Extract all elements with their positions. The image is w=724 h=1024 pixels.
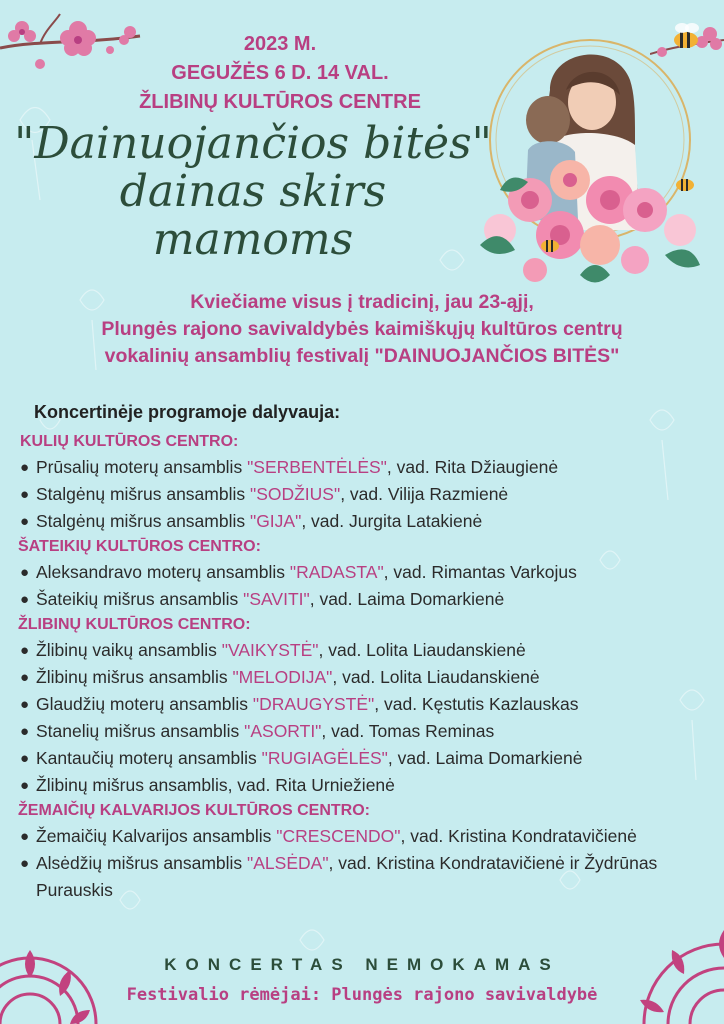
title-line-3: mamoms: [152, 214, 354, 265]
poster-title: [8, 120, 498, 264]
intro-line-1: Kviečiame visus į tradicinį, jau 23-ąjį,: [190, 291, 534, 313]
bullet-icon: ●: [20, 750, 30, 767]
ensemble-item: ● Alsėdžių mišrus ansamblis "ALSĖDA", vad. Kristina Kondratavičienė ir Žydrūnas Purauskis: [14, 850, 716, 904]
ensemble-list: [14, 559, 714, 613]
bullet-icon: ●: [20, 828, 30, 845]
ensemble-item: ● Glaudžių moterų ansamblis "DRAUGYSTĖ", vad. Kęstutis Kazlauskas: [14, 691, 714, 718]
event-venue: ŽLIBINŲ KULTŪROS CENTRE: [139, 91, 421, 113]
bullet-icon: ●: [20, 777, 30, 794]
ensemble-item: ● Kantaučių moterų ansamblis "RUGIAGĖLĖS", vad. Laima Domarkienė: [14, 745, 714, 772]
ensemble-item: ● Aleksandravo moterų ansamblis "RADASTA", vad. Rimantas Varkojus: [14, 559, 714, 586]
bullet-icon: ●: [20, 669, 30, 686]
bullet-icon: ●: [20, 696, 30, 713]
program-section: [14, 400, 714, 904]
intro-line-2: Plungės rajono savivaldybės kaimiškųjų kultūros centrų: [101, 318, 623, 340]
bullet-icon: ●: [20, 642, 30, 659]
ensemble-item: ● Žemaičių Kalvarijos ansamblis "CRESCENDO", vad. Kristina Kondratavičienė: [14, 823, 714, 850]
org-heading: ŠATEIKIŲ KULTŪROS CENTRO:: [18, 538, 261, 555]
free-concert-notice: KONCERTAS NEMOKAMAS: [164, 955, 560, 974]
ensemble-list: [14, 454, 714, 535]
ensemble-list: [14, 637, 714, 799]
title-line-2: dainas skirs: [119, 166, 387, 217]
org-heading: ŽEMAIČIŲ KALVARIJOS KULTŪROS CENTRO:: [18, 802, 370, 819]
program-heading: Koncertinėje programoje dalyvauja:: [34, 402, 341, 422]
bullet-icon: ●: [20, 564, 30, 581]
mandala-icon: [610, 900, 724, 1024]
ensemble-item: ● Šateikių mišrus ansamblis "SAVITI", vad. Laima Domarkienė: [14, 586, 714, 613]
sponsors-line: Festivalio rėmėjai: Plungės rajono savivaldybė: [126, 985, 598, 1005]
bullet-icon: ●: [20, 513, 30, 530]
bullet-icon: ●: [20, 459, 30, 476]
mandala-icon: [0, 930, 110, 1024]
bullet-icon: ●: [20, 591, 30, 608]
event-date-time: GEGUŽĖS 6 D. 14 VAL.: [171, 62, 389, 84]
org-heading: ŽLIBINŲ KULTŪROS CENTRO:: [18, 616, 251, 633]
title-line-1: "Dainuojančios bitės": [14, 118, 492, 169]
ensemble-item: ● Žlibinų mišrus ansamblis "MELODIJA", vad. Lolita Liaudanskienė: [14, 664, 714, 691]
ensemble-item: ● Žlibinų vaikų ansamblis "VAIKYSTĖ", vad. Lolita Liaudanskienė: [14, 637, 714, 664]
ensemble-item: ● Stanelių mišrus ansamblis "ASORTI", vad. Tomas Reminas: [14, 718, 714, 745]
ensemble-item: ● Žlibinų mišrus ansamblis, vad. Rita Urniežienė: [14, 772, 714, 799]
bullet-icon: ●: [20, 855, 30, 872]
event-date-header: [110, 30, 450, 117]
bullet-icon: ●: [20, 486, 30, 503]
intro-line-3: vokalinių ansamblių festivalį "DAINUOJANČIOS BITĖS": [104, 345, 620, 367]
event-year: 2023 M.: [243, 33, 317, 55]
ensemble-list: [14, 823, 714, 904]
ensemble-item: ● Stalgėnų mišrus ansamblis "SODŽIUS", vad. Vilija Razmienė: [14, 481, 714, 508]
org-heading: KULIŲ KULTŪROS CENTRO:: [20, 433, 239, 450]
ensemble-item: ● Prūsalių moterų ansamblis "SERBENTĖLĖS", vad. Rita Džiaugienė: [14, 454, 714, 481]
festival-invitation: [20, 289, 704, 370]
bullet-icon: ●: [20, 723, 30, 740]
ensemble-item: ● Stalgėnų mišrus ansamblis "GIJA", vad. Jurgita Latakienė: [14, 508, 714, 535]
